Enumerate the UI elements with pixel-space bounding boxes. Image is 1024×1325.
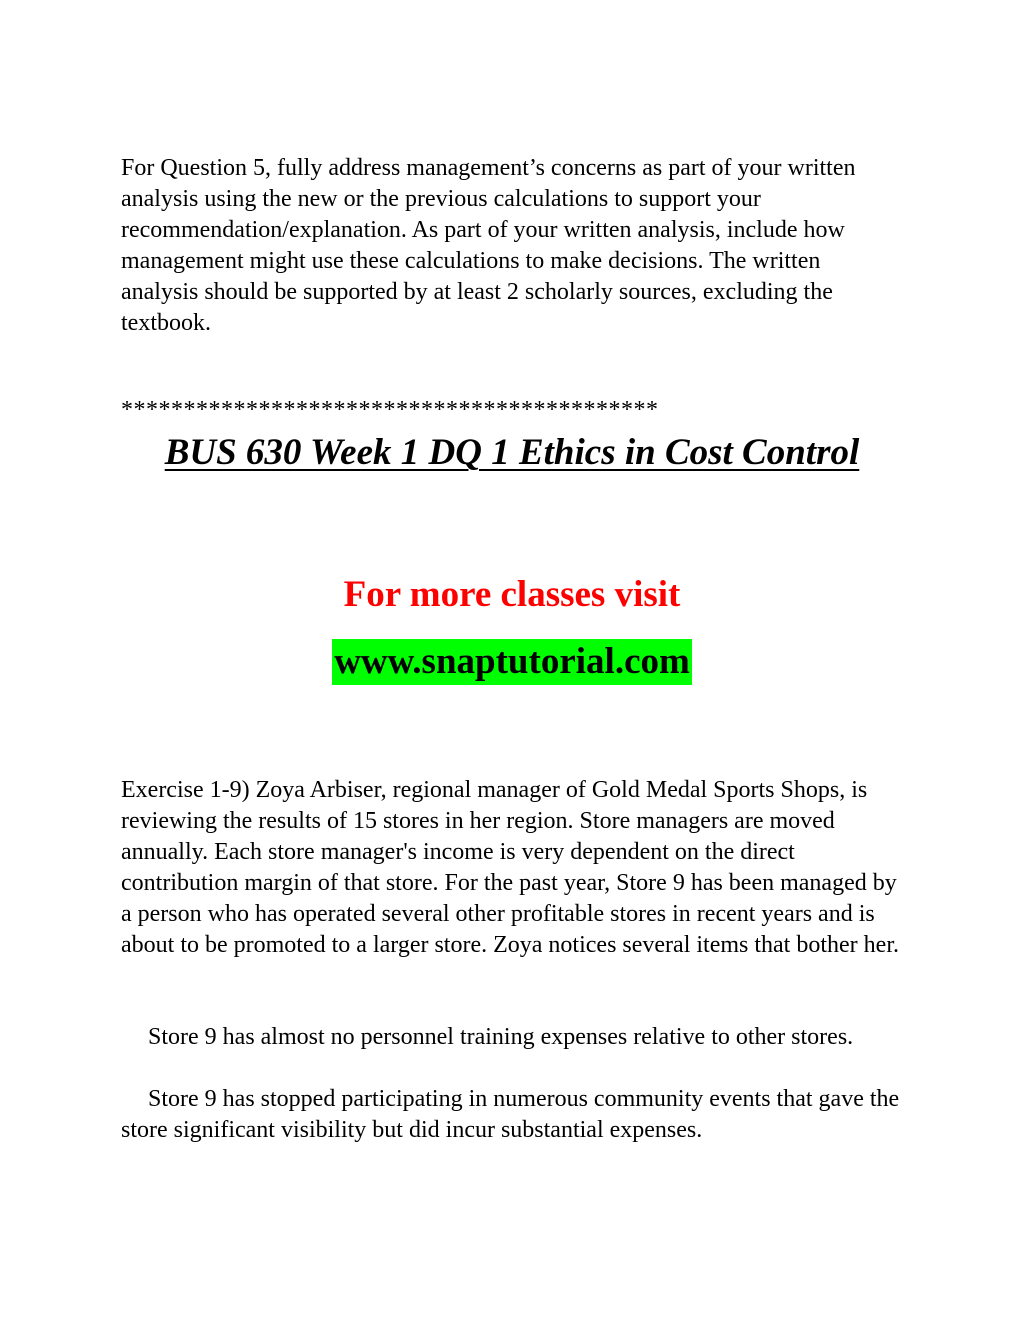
- document-title: BUS 630 Week 1 DQ 1 Ethics in Cost Control: [164, 432, 860, 473]
- intro-paragraph: For Question 5, fully address management’s concerns as part of your written analysis using the new or the previous calculations to support your recommendation/explanation. As part of your written analysis, include how management might use these calculations to make decisions. The written analysis should be supported by at least 2 scholarly sources, excluding the textbook.: [121, 155, 856, 336]
- promo-text: For more classes visit: [343, 574, 681, 615]
- list-item-text: Store 9 has stopped participating in numerous community events that gave the store significant visibility but did incur substantial expenses.: [121, 1086, 900, 1143]
- list-item: [121, 1084, 901, 1146]
- website-container: [0, 639, 1024, 685]
- list-item-text: Store 9 has almost no personnel training expenses relative to other stores.: [148, 1024, 854, 1050]
- exercise-paragraph: Exercise 1-9) Zoya Arbiser, regional manager of Gold Medal Sports Shops, is reviewing the results of 15 stores in her region. Store managers are moved annually. Each store manager's income is very dependent on the direct contribution margin of that store. For the past year, Store 9 has been managed by a person who has operated several other profitable stores in recent years and is about to be promoted to a larger store. Zoya notices several items that bother her.: [121, 777, 899, 958]
- list-item: [121, 1022, 901, 1053]
- separator-asterisks: *******************************************: [121, 397, 659, 423]
- website-link[interactable]: www.snaptutorial.com: [332, 639, 692, 685]
